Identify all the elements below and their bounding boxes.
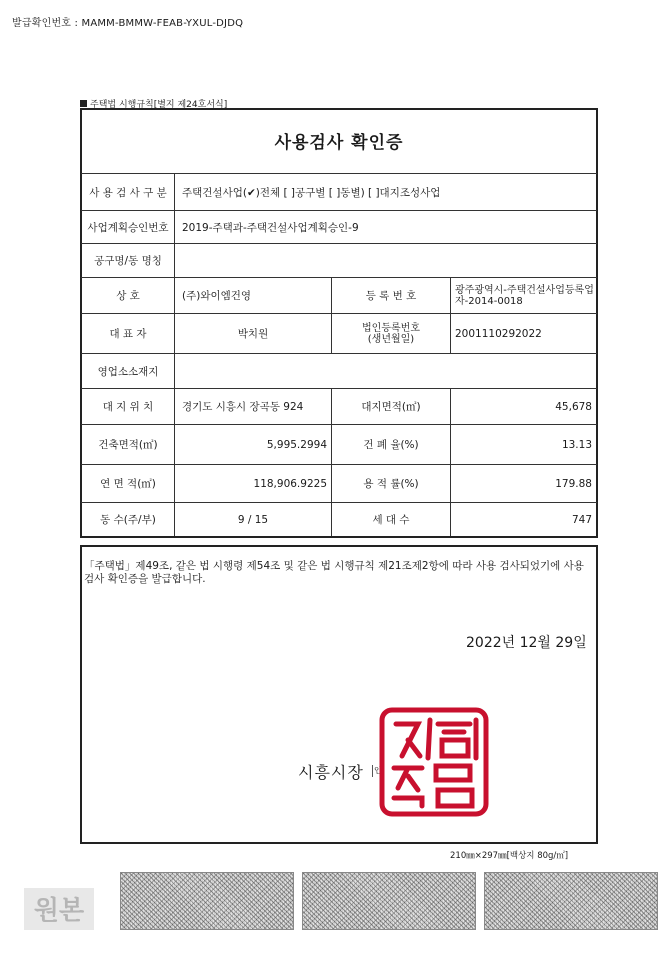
corporate-number-label: 법인등록번호 (생년월일)	[362, 322, 420, 345]
site-location-label: 대 지 위 치	[102, 401, 154, 413]
floor-area-ratio-label: 용 적 률(%)	[363, 478, 419, 490]
households-label: 세 대 수	[372, 514, 410, 526]
registration-number-label: 등 록 번 호	[365, 290, 417, 302]
complex-name-value	[182, 244, 592, 277]
total-floor-area-label: 연 면 적(㎡)	[100, 478, 156, 490]
total-floor-area-value: 118,906.9225	[253, 477, 327, 490]
category-label: 사 용 검 사 구 분	[89, 186, 167, 199]
building-count-value: 9 / 15	[237, 513, 269, 526]
building-coverage-label: 건 폐 율(%)	[363, 439, 419, 451]
representative-value: 박치원	[237, 328, 269, 340]
original-watermark	[24, 888, 94, 930]
security-pattern-1	[120, 872, 294, 930]
building-area-value: 5,995.2994	[266, 438, 327, 451]
corporate-number-value: 2001110292022	[455, 327, 542, 340]
paper-spec: 210㎜×297㎜[백상지 80g/㎡]	[450, 851, 569, 861]
office-address-label: 영업소소재지	[97, 365, 159, 378]
site-area-label: 대지면적(㎡)	[361, 401, 421, 413]
security-pattern-2	[302, 872, 476, 930]
issuer-name: 시흥시장	[298, 763, 364, 782]
security-pattern-3	[484, 872, 658, 930]
complex-name-label: 공구명/동 명칭	[94, 255, 162, 267]
representative-label: 대 표 자	[109, 328, 147, 340]
approval-number-label: 사업계획승인번호	[87, 221, 169, 234]
document-title: 사용검사 확인증	[274, 133, 404, 153]
households-value: 747	[571, 513, 592, 526]
seal-mark: 인	[374, 766, 382, 775]
watermark-text: 원본	[33, 896, 85, 926]
registration-number-value: 광주광역시-주택건설사업등록업자-2014-0018	[455, 284, 594, 307]
category-value: 주택건설사업(✔)전체 [ ]공구별 [ ]동별) [ ]대지조성사업	[182, 186, 441, 199]
statement-text: 「주택법」제49조, 같은 법 시행령 제54조 및 같은 법 시행규칙 제21조제2항에 따라 사용 검사되었기에 사용검사 확인증을 발급합니다.	[84, 560, 584, 585]
issue-number: 발급확인번호 : MAMM-BMMW-FEAB-YXUL-DJDQ	[12, 18, 244, 29]
building-count-label: 동 수(주/부)	[100, 514, 156, 526]
statement-box	[80, 545, 598, 844]
building-coverage-value: 13.13	[561, 438, 592, 451]
company-label: 상 호	[116, 290, 140, 302]
issue-date: 2022년 12월 29일	[466, 635, 587, 651]
site-area-value: 45,678	[555, 400, 592, 413]
official-seal-icon	[378, 706, 490, 818]
company-value: (주)와이엠건영	[182, 290, 252, 302]
office-address-value	[182, 354, 592, 388]
form-label-text: 주택법 시행규칙[별지 제24호서식]	[90, 100, 228, 110]
approval-number-value: 2019-주택과-주택건설사업계획승인-9	[182, 221, 359, 234]
site-location-value: 경기도 시흥시 장곡동 924	[182, 401, 304, 413]
floor-area-ratio-value: 179.88	[555, 477, 592, 490]
square-bullet-icon	[80, 100, 87, 107]
building-area-label: 건축면적(㎡)	[98, 439, 158, 451]
